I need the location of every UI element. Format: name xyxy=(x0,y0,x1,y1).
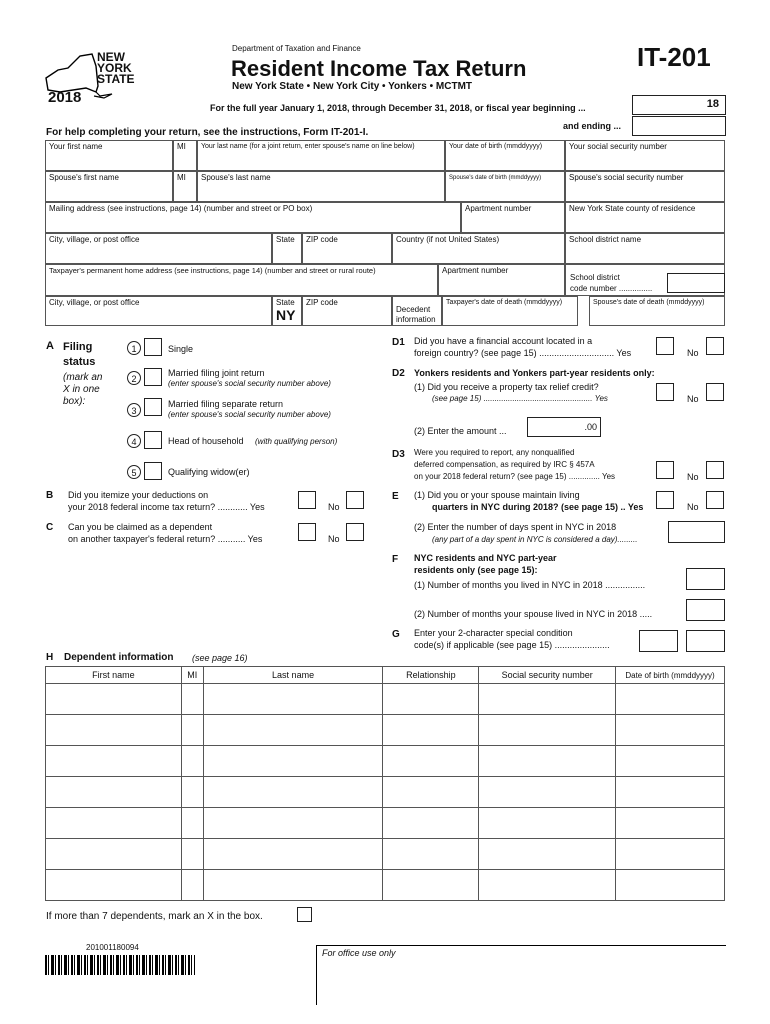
sp-death-field[interactable] xyxy=(589,296,725,326)
zip-field[interactable] xyxy=(302,233,392,264)
dep-cell[interactable] xyxy=(616,777,725,808)
dep-cell[interactable] xyxy=(383,808,479,839)
dep-cell[interactable] xyxy=(203,715,383,746)
city-label: City, village, or post office xyxy=(49,235,140,244)
zip2-label: ZIP code xyxy=(306,298,338,307)
barcode-number: 201001180094 xyxy=(86,943,139,952)
question-d1-yes-checkbox[interactable] xyxy=(656,337,674,355)
spouse-last-name-field[interactable] xyxy=(197,171,445,202)
question-d2-amount-field[interactable] xyxy=(527,417,601,437)
dep-cell[interactable] xyxy=(181,870,203,901)
question-f-head1: NYC residents and NYC part-year xyxy=(414,553,557,563)
ssn-label: Your social security number xyxy=(569,142,667,151)
dob-label: Your date of birth (mmddyyyy) xyxy=(449,143,543,150)
question-c-no-label: No xyxy=(328,534,340,544)
question-d2-yes-checkbox[interactable] xyxy=(656,383,674,401)
dependent-row[interactable] xyxy=(46,839,725,870)
dep-cell[interactable] xyxy=(181,777,203,808)
mi-label: MI xyxy=(177,142,186,151)
last-name-field[interactable] xyxy=(197,140,445,171)
country-label: Country (if not United States) xyxy=(396,235,500,244)
dependent-row[interactable] xyxy=(46,684,725,715)
question-c-letter: C xyxy=(46,522,54,533)
dep-cell[interactable] xyxy=(383,839,479,870)
mi-field[interactable] xyxy=(173,140,197,171)
state-field[interactable] xyxy=(272,233,302,264)
dep-cell[interactable] xyxy=(616,839,725,870)
dep-cell[interactable] xyxy=(383,870,479,901)
more-dependents-checkbox[interactable] xyxy=(297,907,312,922)
dep-cell[interactable] xyxy=(479,746,616,777)
dependents-title: Dependent information xyxy=(64,652,174,663)
dependent-row[interactable] xyxy=(46,715,725,746)
school-code-input[interactable] xyxy=(667,273,725,293)
filing-option-5-number: 5 xyxy=(127,465,141,479)
dep-cell[interactable] xyxy=(46,808,182,839)
more-dependents-text: If more than 7 dependents, mark an X in the box. xyxy=(46,911,263,922)
dep-cell[interactable] xyxy=(479,715,616,746)
question-b-text1: Did you itemize your deductions on xyxy=(68,490,209,500)
dependent-row[interactable] xyxy=(46,777,725,808)
question-d2-text2: (see page 15) ................................................. Yes xyxy=(432,394,608,403)
form-id: IT-201 xyxy=(637,42,711,72)
office-use-label: For office use only xyxy=(322,948,396,958)
state2-value: NY xyxy=(276,307,296,323)
filing-option-4-label: Head of household xyxy=(168,436,244,446)
dep-cell[interactable] xyxy=(203,746,383,777)
dep-cell[interactable] xyxy=(181,746,203,777)
question-e-no-label: No xyxy=(687,502,699,512)
question-d3-no-label: No xyxy=(687,472,699,482)
special-condition-code-2[interactable] xyxy=(686,630,725,652)
dep-cell[interactable] xyxy=(616,715,725,746)
question-d2-amount-label: (2) Enter the amount ... xyxy=(414,426,507,436)
special-condition-code-1[interactable] xyxy=(639,630,678,652)
col-mi: MI xyxy=(181,667,203,684)
perm-address-label: Taxpayer's permanent home address (see instructions, page 14) (number and street or rural route) xyxy=(49,266,376,275)
question-d2-text1: (1) Did you receive a property tax relief credit? xyxy=(414,382,599,392)
last-name-label: Your last name (for a joint return, enter spouse's name on line below) xyxy=(201,143,415,150)
dep-cell[interactable] xyxy=(203,684,383,715)
dependents-see: (see page 16) xyxy=(192,653,248,663)
question-d1-no-checkbox[interactable] xyxy=(706,337,724,355)
question-b-no-checkbox[interactable] xyxy=(346,491,364,509)
question-e-text1: (1) Did you or your spouse maintain living xyxy=(414,490,580,500)
mailing-label: Mailing address (see instructions, page 14) (number and street or PO box) xyxy=(49,204,313,213)
dep-cell[interactable] xyxy=(616,870,725,901)
filing-option-3-checkbox[interactable] xyxy=(144,398,162,416)
filing-option-1-checkbox[interactable] xyxy=(144,338,162,356)
filing-option-1-number: 1 xyxy=(127,341,141,355)
tp-death-field[interactable] xyxy=(442,296,578,326)
form-subtitle: New York State • New York City • Yonkers • MCTMT xyxy=(232,81,473,92)
question-b-letter: B xyxy=(46,490,54,501)
col-dob: Date of birth (mmddyyyy) xyxy=(616,667,725,684)
dep-cell[interactable] xyxy=(181,715,203,746)
filing-option-5-checkbox[interactable] xyxy=(144,462,162,480)
spouse-first-name-field[interactable] xyxy=(45,171,173,202)
question-e-letter: E xyxy=(392,491,399,502)
spouse-first-label: Spouse's first name xyxy=(49,173,120,182)
question-f-months-spouse-field[interactable] xyxy=(686,599,725,621)
question-b-text2: your 2018 federal income tax return? ............ Yes xyxy=(68,502,265,512)
state2-label: State xyxy=(276,298,295,307)
decedent-cell xyxy=(392,296,442,326)
filing-letter: A xyxy=(46,340,54,352)
filing-option-4-checkbox[interactable] xyxy=(144,431,162,449)
filing-option-1-label: Single xyxy=(168,344,194,354)
question-d1-letter: D1 xyxy=(392,337,405,348)
department: Department of Taxation and Finance xyxy=(232,44,361,53)
school-district-label: School district name xyxy=(569,235,642,244)
zip-label: ZIP code xyxy=(306,235,338,244)
dependent-row[interactable] xyxy=(46,746,725,777)
col-first-name: First name xyxy=(46,667,182,684)
question-f-text2: (2) Number of months your spouse lived in NYC in 2018 ..... xyxy=(414,609,653,619)
perm-apartment-label: Apartment number xyxy=(442,266,509,275)
dep-cell[interactable] xyxy=(479,684,616,715)
ssn-field[interactable] xyxy=(565,140,725,171)
form-year-logo: 2018 xyxy=(48,89,82,106)
question-d2-letter: D2 xyxy=(392,368,405,379)
city2-field[interactable] xyxy=(45,296,272,326)
period-text: For the full year January 1, 2018, through December 31, 2018, or fiscal year beginning ... xyxy=(210,103,586,113)
filing-note: (mark an X in one box): xyxy=(63,372,103,407)
tp-death-label: Taxpayer's date of death (mmddyyyy) xyxy=(446,299,563,306)
question-d3-yes-checkbox[interactable] xyxy=(656,461,674,479)
dep-cell[interactable] xyxy=(181,684,203,715)
dep-cell[interactable] xyxy=(383,746,479,777)
dep-cell[interactable] xyxy=(479,808,616,839)
dep-cell[interactable] xyxy=(479,870,616,901)
dep-cell[interactable] xyxy=(383,715,479,746)
dep-cell[interactable] xyxy=(479,777,616,808)
spouse-dob-label: Spouse's date of birth (mmddyyyy) xyxy=(449,175,542,181)
dep-cell[interactable] xyxy=(203,777,383,808)
dep-cell[interactable] xyxy=(181,808,203,839)
question-e-no-checkbox[interactable] xyxy=(706,491,724,509)
dep-cell[interactable] xyxy=(203,839,383,870)
perm-address-field[interactable] xyxy=(45,264,438,296)
spouse-mi-label: MI xyxy=(177,173,186,182)
barcode xyxy=(45,955,195,975)
county-label: New York State county of residence xyxy=(569,204,696,213)
question-d3-text2: deferred compensation, as required by IRC § 457A xyxy=(414,460,595,469)
question-b-no-label: No xyxy=(328,502,340,512)
dependents-letter: H xyxy=(46,652,54,663)
filing-option-4-number: 4 xyxy=(127,434,141,448)
period-end-field[interactable] xyxy=(632,116,726,136)
question-d2-amount-value: .00 xyxy=(584,422,597,432)
question-d3-no-checkbox[interactable] xyxy=(706,461,724,479)
city2-label: City, village, or post office xyxy=(49,298,140,307)
dep-cell[interactable] xyxy=(616,684,725,715)
col-last-name: Last name xyxy=(203,667,383,684)
perm-apartment-field[interactable] xyxy=(438,264,565,296)
dependents-table xyxy=(45,666,725,901)
dependent-row[interactable] xyxy=(46,870,725,901)
question-d1-text1: Did you have a financial account located in a xyxy=(414,336,593,346)
filing-option-2-sub: (enter spouse's social security number above) xyxy=(168,379,331,388)
question-c-no-checkbox[interactable] xyxy=(346,523,364,541)
question-d3-letter: D3 xyxy=(392,449,405,460)
filing-option-2-number: 2 xyxy=(127,371,141,385)
filing-option-2-label: Married filing joint return xyxy=(168,368,265,378)
col-relationship: Relationship xyxy=(383,667,479,684)
dep-cell[interactable] xyxy=(383,684,479,715)
school-district-field[interactable] xyxy=(565,233,725,264)
question-d3-text3: on your 2018 federal return? (see page 15) .............. Yes xyxy=(414,472,616,481)
spouse-last-label: Spouse's last name xyxy=(201,173,271,182)
col-ssn: Social security number xyxy=(479,667,616,684)
question-f-head2: residents only (see page 15): xyxy=(414,565,538,575)
dep-cell[interactable] xyxy=(46,870,182,901)
spouse-mi-field[interactable] xyxy=(173,171,197,202)
dep-cell[interactable] xyxy=(46,684,182,715)
school-code-label2: code number ............... xyxy=(570,284,653,293)
ending-text: and ending ... xyxy=(563,121,621,131)
school-code-label: School district xyxy=(570,273,620,282)
sp-death-label: Spouse's date of death (mmddyyyy) xyxy=(593,299,705,306)
dob-field[interactable] xyxy=(445,140,565,171)
decedent-label: Decedent information xyxy=(396,305,436,324)
question-g-text1: Enter your 2-character special condition xyxy=(414,628,573,638)
dep-cell[interactable] xyxy=(181,839,203,870)
question-g-letter: G xyxy=(392,629,400,640)
apartment-field[interactable] xyxy=(461,202,565,233)
dep-cell[interactable] xyxy=(203,870,383,901)
spouse-ssn-label: Spouse's social security number xyxy=(569,173,684,182)
question-d2-head: Yonkers residents and Yonkers part-year residents only: xyxy=(414,368,655,378)
dep-cell[interactable] xyxy=(203,808,383,839)
question-c-text2: on another taxpayer's federal return? ........... Yes xyxy=(68,534,263,544)
filing-option-3-label: Married filing separate return xyxy=(168,399,284,409)
spouse-dob-field[interactable] xyxy=(445,171,565,202)
county-field[interactable] xyxy=(565,202,725,233)
period-begin-field[interactable] xyxy=(632,95,726,115)
help-text: For help completing your return, see the instructions, Form IT-201-I. xyxy=(46,127,369,138)
question-d2-no-label: No xyxy=(687,394,699,404)
dep-cell[interactable] xyxy=(46,746,182,777)
first-name-label: Your first name xyxy=(49,142,103,151)
state-name: NEW YORK STATE xyxy=(97,50,135,86)
filing-option-3-number: 3 xyxy=(127,403,141,417)
question-e-days-field[interactable] xyxy=(668,521,725,543)
spouse-ssn-field[interactable] xyxy=(565,171,725,202)
dependents-header-row xyxy=(46,667,725,684)
filing-title: Filing status xyxy=(63,341,96,368)
question-e-yes-checkbox[interactable] xyxy=(656,491,674,509)
city-field[interactable] xyxy=(45,233,272,264)
form-title: Resident Income Tax Return xyxy=(231,56,527,81)
question-g-text2: code(s) if applicable (see page 15) ...................... xyxy=(414,640,610,650)
dep-cell[interactable] xyxy=(46,839,182,870)
question-e-text4: (any part of a day spent in NYC is considered a day)......... xyxy=(432,535,638,544)
apartment-label: Apartment number xyxy=(465,204,532,213)
country-field[interactable] xyxy=(392,233,565,264)
dep-cell[interactable] xyxy=(479,839,616,870)
filing-option-4-sub: (with qualifying person) xyxy=(255,437,338,446)
dep-cell[interactable] xyxy=(616,808,725,839)
ny-state-logo xyxy=(40,48,145,106)
state2-field[interactable] xyxy=(272,296,302,326)
question-d3-text1: Were you required to report, any nonqualified xyxy=(414,448,575,457)
question-c-yes-checkbox[interactable] xyxy=(298,523,316,541)
question-d1-text2: foreign country? (see page 15) .............................. Yes xyxy=(414,348,632,358)
dep-cell[interactable] xyxy=(616,746,725,777)
question-f-months-you-field[interactable] xyxy=(686,568,725,590)
question-c-text1: Can you be claimed as a dependent xyxy=(68,522,213,532)
state-label: State xyxy=(276,235,295,244)
dep-cell[interactable] xyxy=(46,715,182,746)
filing-option-3-sub: (enter spouse's social security number above) xyxy=(168,410,331,419)
zip2-field[interactable] xyxy=(302,296,392,326)
filing-option-5-label: Qualifying widow(er) xyxy=(168,467,250,477)
filing-option-2-checkbox[interactable] xyxy=(144,368,162,386)
dependent-row[interactable] xyxy=(46,808,725,839)
question-d1-no-label: No xyxy=(687,348,699,358)
question-e-text3: (2) Enter the number of days spent in NYC in 2018 xyxy=(414,522,617,532)
first-name-field[interactable] xyxy=(45,140,173,171)
question-e-text2: quarters in NYC during 2018? (see page 15) .. Yes xyxy=(432,502,644,512)
question-d2-no-checkbox[interactable] xyxy=(706,383,724,401)
question-b-yes-checkbox[interactable] xyxy=(298,491,316,509)
question-f-letter: F xyxy=(392,554,399,565)
question-f-text1: (1) Number of months you lived in NYC in 2018 ................ xyxy=(414,580,646,590)
dep-cell[interactable] xyxy=(46,777,182,808)
mailing-address-field[interactable] xyxy=(45,202,461,233)
period-year: 18 xyxy=(706,98,719,110)
dep-cell[interactable] xyxy=(383,777,479,808)
